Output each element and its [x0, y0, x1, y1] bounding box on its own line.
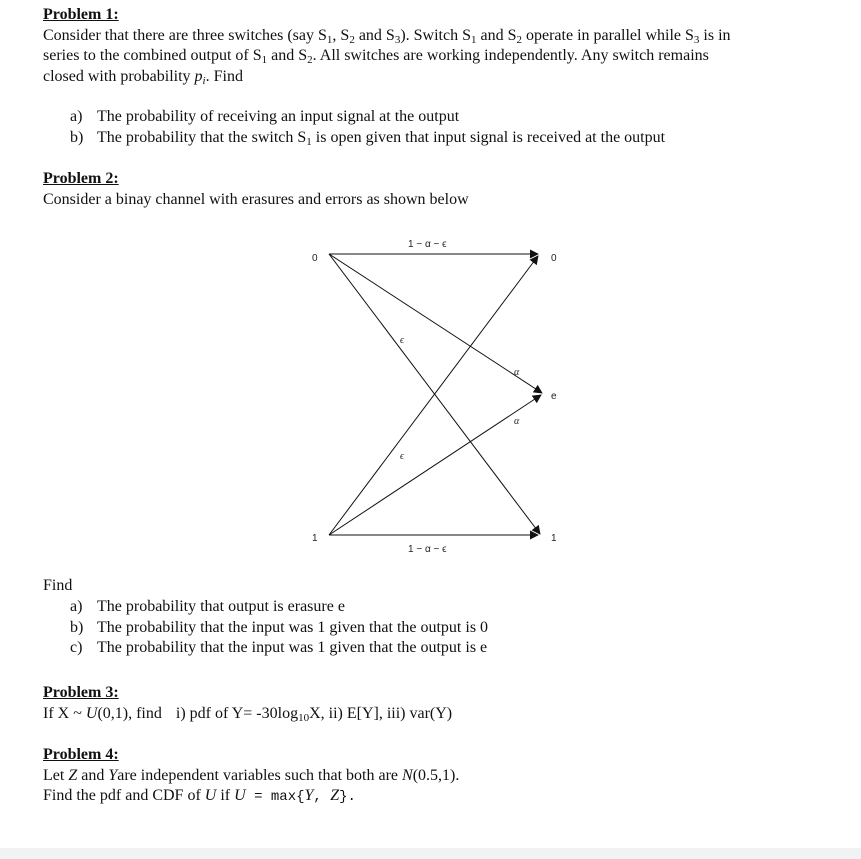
problem1-heading: Problem 1: [43, 6, 119, 23]
list-item-text: The probability that the input was 1 given that the output is 0 [97, 618, 489, 636]
list-item-text: The probability that output is erasure e [97, 598, 345, 615]
problem4-section [43, 745, 833, 808]
edge-1-to-e [329, 395, 541, 535]
list-item-text-part: is open given that input signal is received at the output [311, 128, 666, 146]
problem1-text: operate in parallel while S [521, 26, 694, 44]
subscript: 1 [326, 33, 333, 46]
problem1-text: and S [354, 26, 395, 44]
list-item [70, 618, 830, 639]
problem3-text-part: (0,1), find [97, 704, 162, 722]
output-node-0: 0 [551, 253, 557, 264]
edge-label-eps-upper: ϵ [400, 335, 405, 346]
input-node-1: 1 [312, 533, 318, 544]
normal-symbol: N [402, 766, 413, 784]
problem3-text-part: i) pdf of Y= -30log [175, 704, 299, 722]
problem4-text-part: are independent variables such that both are [117, 766, 403, 784]
variable-y: Y [108, 766, 118, 784]
problem1-text: ). Switch S [400, 26, 471, 44]
subscript: 2 [307, 54, 313, 66]
output-node-e: e [551, 391, 557, 402]
edge-label-alpha-upper: α [514, 367, 520, 378]
problem3-heading: Problem 3: [43, 684, 119, 701]
problem4-line1 [43, 766, 833, 787]
problem1-text: is in [699, 26, 731, 44]
problem3-text [43, 704, 833, 725]
problem4-text-part: = [245, 789, 271, 805]
problem1-text: . All switches are working independently. Any switch remains [312, 47, 709, 64]
list-item-text: The probability of receiving an input signal at the output [97, 108, 460, 125]
probability-variable: p [194, 67, 203, 85]
problem4-text-part: , [313, 789, 331, 805]
variable-u: U [234, 787, 246, 804]
problem1-text: . Find [205, 67, 243, 85]
edge-label-eps-lower: ϵ [400, 451, 405, 462]
list-item-text: The probability that the input was 1 given that the output is e [97, 639, 488, 656]
problem1-text: and S [267, 47, 308, 64]
problem4-line2 [43, 786, 833, 808]
problem1-text: and S [476, 26, 517, 44]
problem4-text-part: if [216, 787, 235, 804]
problem4-text-part: }. [339, 789, 356, 805]
list-marker: b) [70, 618, 84, 636]
subscript: 10 [298, 711, 310, 724]
problem3-section [43, 683, 833, 724]
problem1-text: , S [332, 26, 350, 44]
subscript: 1 [470, 33, 477, 46]
variable-z: Z [68, 766, 78, 784]
variable-z: Z [330, 787, 340, 804]
subscript: 2 [516, 33, 522, 46]
subscript: 3 [394, 33, 401, 46]
footer-strip [0, 848, 861, 859]
list-marker: a) [70, 598, 83, 615]
problem3-text-part: X, ii) E[Y], iii) var(Y) [309, 704, 453, 722]
output-node-1: 1 [551, 533, 557, 544]
problem1-text: series to the combined output of S [43, 47, 262, 64]
subscript: i [202, 74, 206, 87]
problem2-find [43, 576, 833, 597]
input-node-0: 0 [312, 253, 318, 264]
problem4-text-part: (0.5,1). [412, 766, 460, 784]
edge-label-bottom: 1 − α − ϵ [408, 544, 447, 555]
subscript: 1 [261, 54, 268, 66]
subscript: 3 [693, 33, 700, 46]
list-item [70, 597, 830, 618]
subscript: 2 [349, 33, 355, 46]
find-label: Find [43, 577, 73, 594]
edge-label-top: 1 − α − ϵ [408, 239, 447, 250]
variable-y: Y [304, 787, 314, 804]
problem4-text-part: Find the pdf and CDF of [43, 787, 205, 804]
edge-1-to-0 [329, 256, 538, 535]
list-item [70, 638, 830, 659]
problem2-heading: Problem 2: [43, 170, 119, 187]
problem4-text-part: Let [43, 766, 69, 784]
max-function: max{ [270, 789, 305, 805]
edge-0-to-e [329, 254, 542, 393]
problem1-text: closed with probability [43, 67, 195, 85]
edge-label-alpha-lower: α [514, 416, 520, 427]
problem4-text-part: and [77, 766, 109, 784]
problem3-text-part: If X ~ [43, 704, 86, 722]
list-marker: c) [70, 639, 83, 656]
problem2-intro: Consider a binay channel with erasures and errors as shown below [43, 190, 469, 208]
problem2-list [70, 597, 830, 659]
distribution-symbol: U [85, 704, 98, 722]
list-marker: a) [70, 108, 83, 125]
variable-u: U [204, 787, 217, 804]
subscript: 1 [306, 135, 312, 148]
problem4-heading: Problem 4: [43, 746, 119, 763]
problem1-text: Consider that there are three switches (say S [43, 26, 327, 44]
list-item-text-part: The probability that the switch S [97, 128, 307, 146]
list-marker: b) [70, 128, 84, 146]
